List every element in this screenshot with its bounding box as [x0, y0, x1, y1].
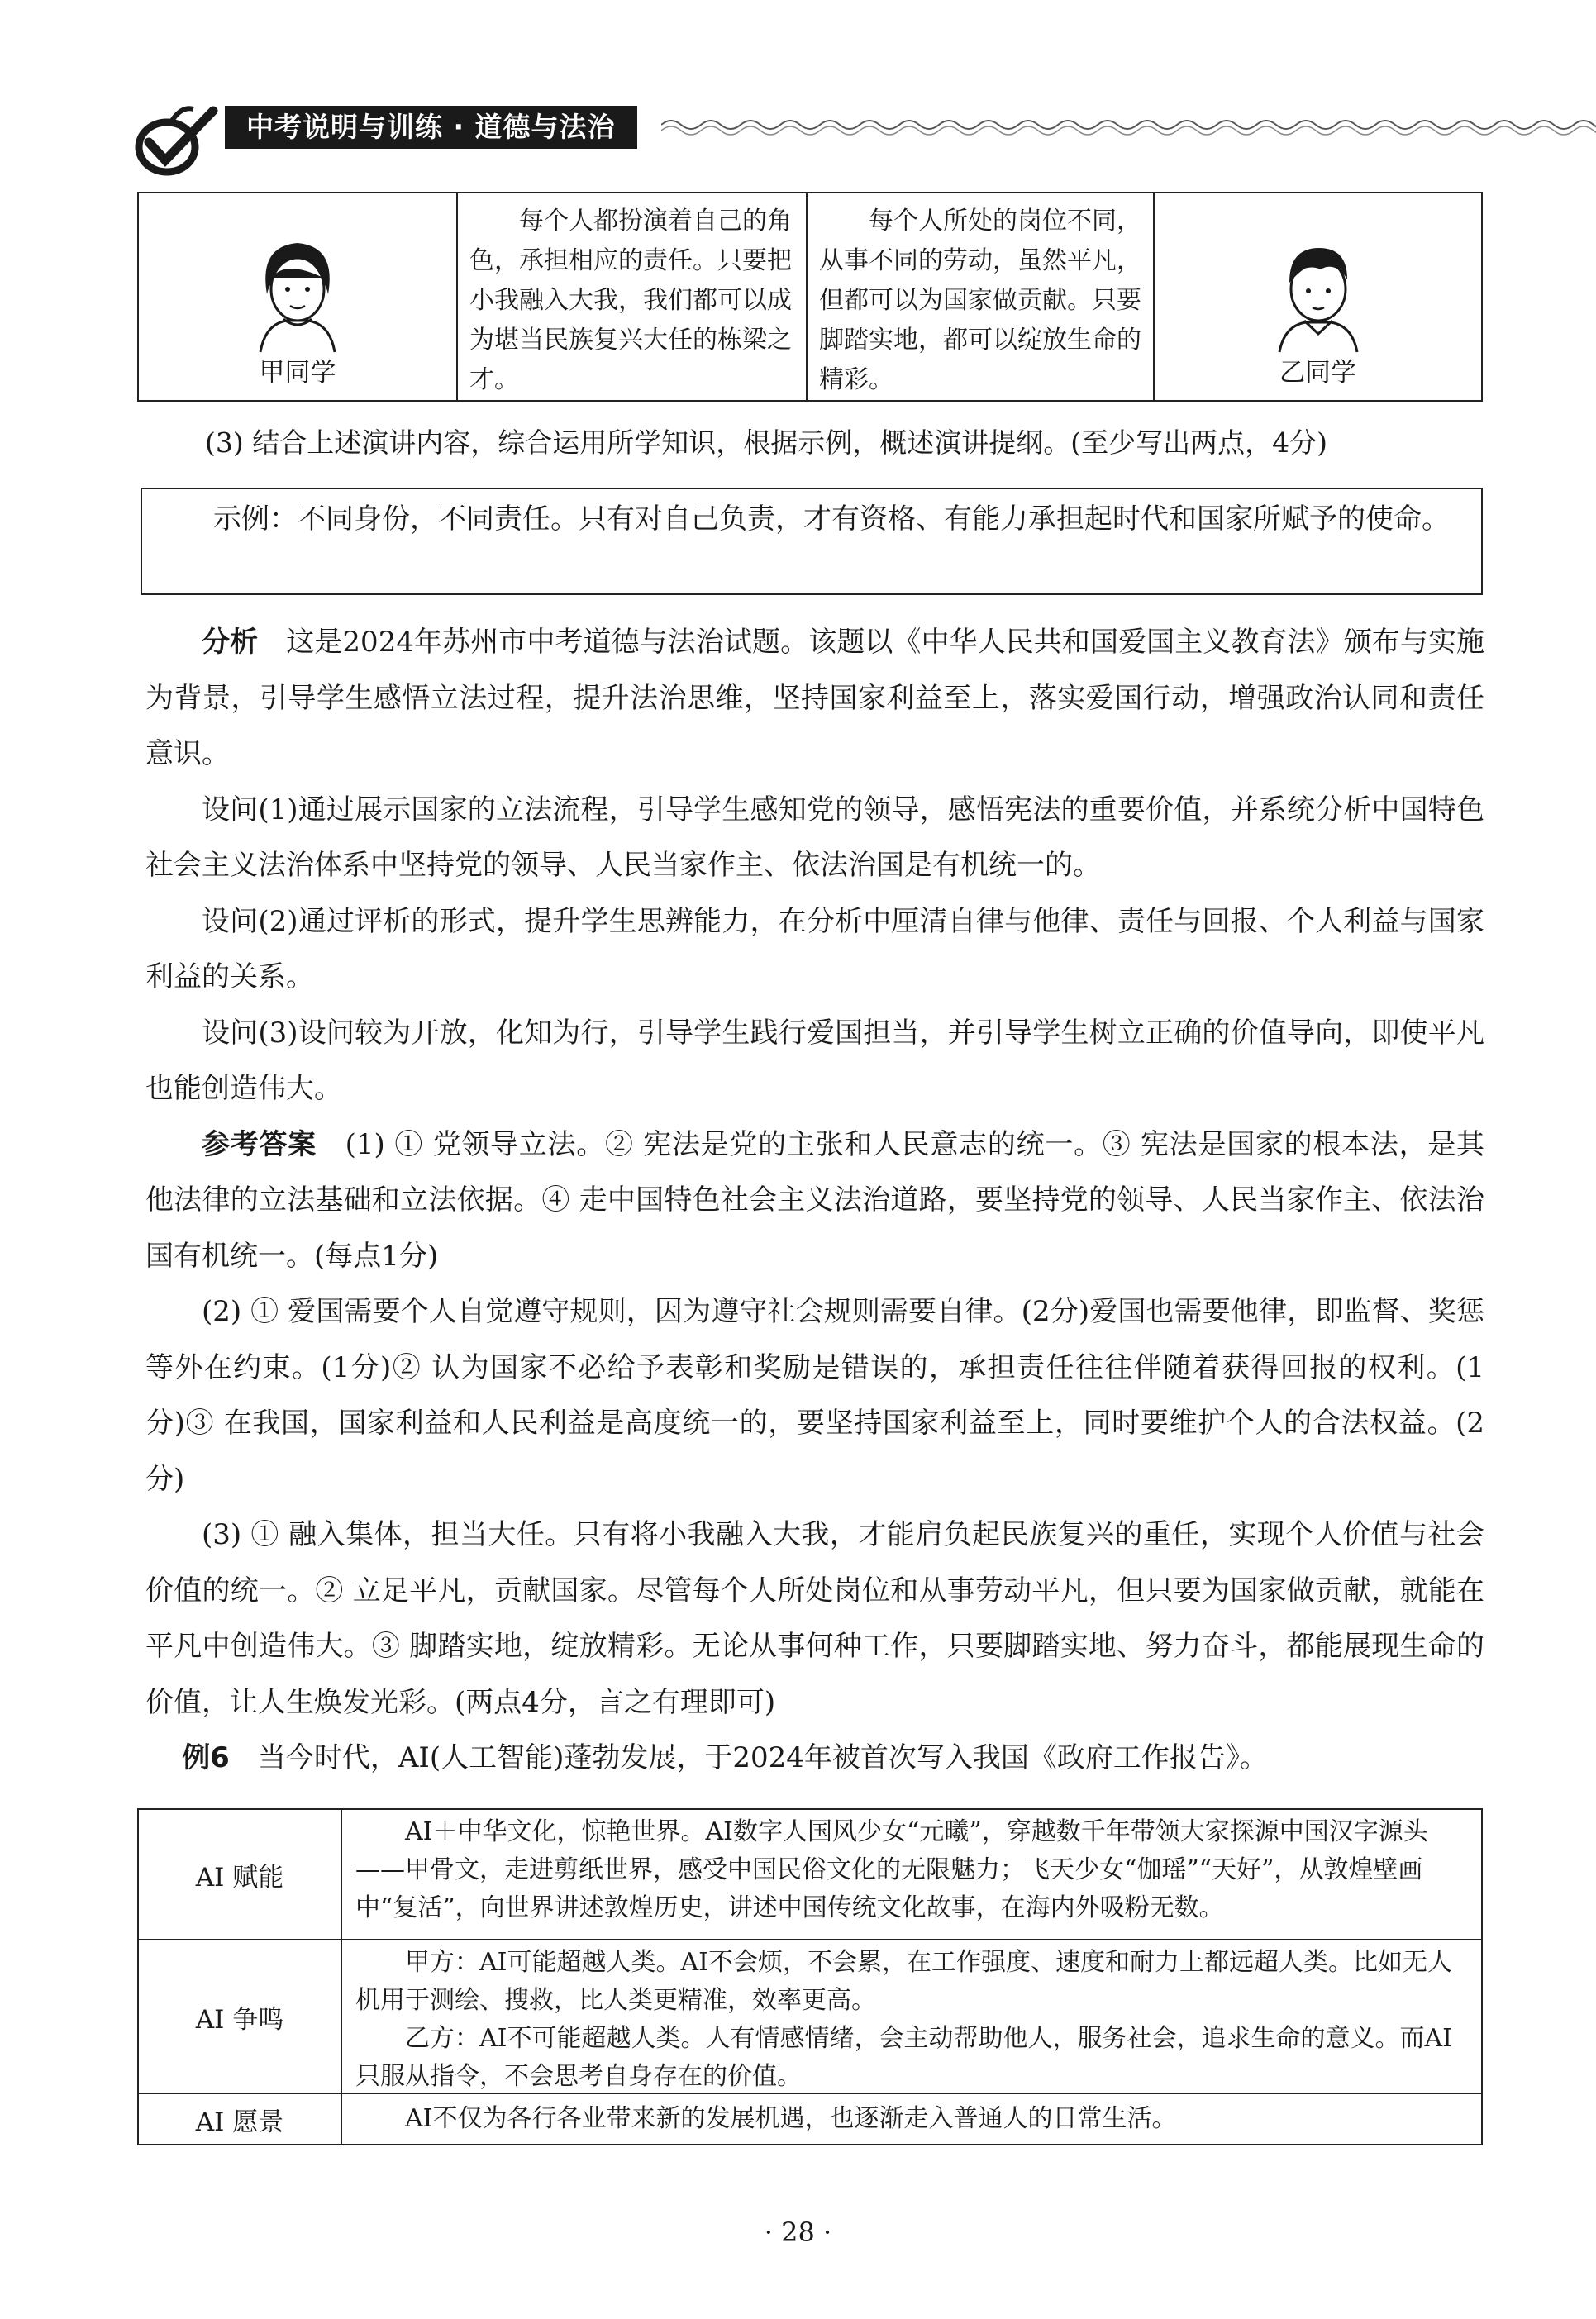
student-a-speech-text: 每个人都扮演着自己的角色，承担相应的责任。只要把小我融入大我，我们都可以成为堪当民族复兴大任的栋梁之才。: [469, 207, 792, 394]
student-b-cell: [1155, 193, 1481, 400]
answer-label: 参考答案: [202, 1127, 317, 1161]
analysis-label: 分析: [202, 626, 259, 659]
ai-row-body: [342, 1810, 1481, 1939]
ai-row-head: AI 争鸣: [139, 1940, 342, 2093]
ai-debate-side-b: 乙方：AI不可能超越人类。人有情感情绪，会主动帮助他人，服务社会，追求生命的意义。而AI只服从指令，不会思考自身存在的价值。: [355, 2024, 1453, 2091]
ai-table: [137, 1808, 1483, 2145]
analysis-q2: 设问(2)通过评析的形式，提升学生思辨能力，在分析中厘清自律与他律、责任与回报、个人利益与国家利益的关系。: [145, 904, 1484, 993]
question-3: (3) 结合上述演讲内容，综合运用所学知识，根据示例，概述演讲提纲。(至少写出两点，4分): [205, 426, 1327, 459]
ai-row-head: AI 愿景: [139, 2094, 342, 2144]
page-number: · 28 ·: [764, 2217, 832, 2248]
student-b-label: 乙同学: [1279, 358, 1356, 388]
page-header: [132, 98, 1471, 154]
ai-row-body: [342, 2094, 1481, 2144]
ai-empowerment-text: AI＋中华文化，惊艳世界。AI数字人国风少女“元曦”，穿越数千年带领大家探源中国汉字源头——甲骨文，走进剪纸世界，感受中国民俗文化的无限魅力；飞天少女“伽瑶”“天好”，从敦煌壁画中“复活”，向世界讲述敦煌历史，讲述中国传统文化故事，在海内外吸粉无数。: [355, 1817, 1428, 1922]
apple-check-logo-icon: [132, 101, 223, 177]
example-6-text: 当今时代，AI(人工智能)蓬勃发展，于2024年被首次写入我国《政府工作报告》。: [257, 1741, 1268, 1774]
ai-table-row: [139, 1810, 1481, 1940]
student-a-speech: [458, 193, 808, 400]
student-a-label: 甲同学: [259, 358, 336, 388]
example-box: 示例：不同身份，不同责任。只有对自己负责，才有资格、有能力承担起时代和国家所赋予的使命。: [141, 488, 1483, 595]
answer-3: (3) ① 融入集体，担当大任。只有将小我融入大我，才能肩负起民族复兴的重任，实现个人价值与社会价值的统一。② 立足平凡，贡献国家。尽管每个人所处岗位和从事劳动平凡，但只要为国家做贡献，就能在平凡中创造伟大。③ 脚踏实地，绽放精彩。无论从事何种工作，只要脚踏实地、努力奋斗，都能展现生命的价值，让人生焕发光彩。(两点4分，言之有理即可): [145, 1518, 1484, 1719]
answer-1-paragraph: [145, 1117, 1484, 1285]
student-b-speech-text: 每个人所处的岗位不同，从事不同的劳动，虽然平凡，但都可以为国家做贡献。只要脚踏实地，都可以绽放生命的精彩。: [819, 207, 1141, 394]
header-title: 中考说明与训练 · 道德与法治: [225, 106, 637, 149]
header-wave-decoration: [661, 112, 1596, 137]
boy-avatar-icon: [1265, 230, 1372, 354]
answer-2: (2) ① 爱国需要个人自觉遵守规则，因为遵守社会规则需要自律。(2分)爱国也需要他律，即监督、奖惩等外在约束。(1分)② 认为国家不必给予表彰和奖励是错误的，承担责任往往伴随着获得回报的权利。(1分)③ 在我国，国家利益和人民利益是高度统一的，要坚持国家利益至上，同时要维护个人的合法权益。(2分): [145, 1295, 1484, 1496]
girl-avatar-icon: [244, 230, 351, 354]
analysis-q1: 设问(1)通过展示国家的立法流程，引导学生感知党的领导，感悟宪法的重要价值，并系统分析中国特色社会主义法治体系中坚持党的领导、人民当家作主、依法治国是有机统一的。: [145, 793, 1484, 882]
ai-table-row: [139, 1940, 1481, 2094]
example-6-paragraph: [145, 1731, 1484, 1787]
ai-debate-side-a: 甲方：AI可能超越人类。AI不会烦，不会累，在工作强度、速度和耐力上都远超人类。比如无人机用于测绘、搜救，比人类更精准，效率更高。: [355, 1948, 1453, 2015]
analysis-answer-section: [145, 615, 1484, 1787]
student-a-cell: [139, 193, 458, 400]
analysis-intro: 这是2024年苏州市中考道德与法治试题。该题以《中华人民共和国爱国主义教育法》颁布与实施为背景，引导学生感悟立法过程，提升法治思维，坚持国家利益至上，落实爱国行动，增强政治认同和责任意识。: [145, 626, 1485, 770]
ai-vision-text: AI不仅为各行各业带来新的发展机遇，也逐渐走入普通人的日常生活。: [405, 2104, 1177, 2133]
analysis-q3: 设问(3)设问较为开放，化知为行，引导学生践行爱国担当，并引导学生树立正确的价值导向，即使平凡也能创造伟大。: [145, 1016, 1484, 1105]
answer-1: (1) ① 党领导立法。② 宪法是党的主张和人民意志的统一。③ 宪法是国家的根本法，是其他法律的立法基础和立法依据。④ 走中国特色社会主义法治道路，要坚持党的领导、人民当家作主、依法治国有机统一。(每点1分): [145, 1127, 1485, 1273]
ai-table-row: [139, 2094, 1481, 2144]
analysis-intro-paragraph: [145, 615, 1484, 783]
ai-row-head: AI 赋能: [139, 1810, 342, 1939]
example-6-label: 例6: [182, 1741, 230, 1774]
speech-table: [137, 192, 1483, 402]
ai-row-body: [342, 1940, 1481, 2093]
student-b-speech: [808, 193, 1155, 400]
